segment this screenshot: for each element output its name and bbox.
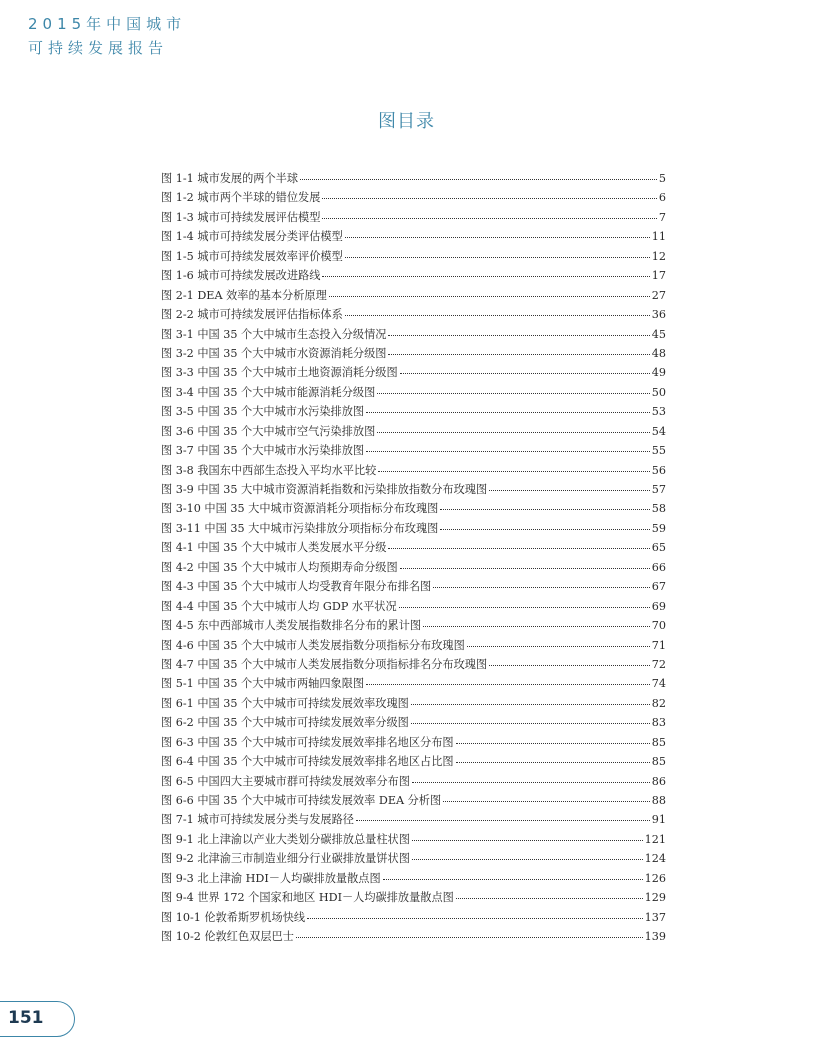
toc-entry-label: 图 4-6 中国 35 个大中城市人类发展指数分项指标分布玫瑰图: [161, 638, 465, 652]
toc-entry-page: 36: [651, 308, 666, 322]
toc-entry[interactable]: [161, 656, 666, 675]
page-number: 151: [8, 1008, 44, 1028]
dot-leader: [366, 411, 650, 413]
toc-entry-label: 图 9-3 北上津渝 HDI－人均碳排放量散点图: [161, 871, 381, 885]
toc-entry[interactable]: [161, 520, 666, 539]
toc-entry-label: 图 4-5 东中西部城市人类发展指数排名分布的累计图: [161, 619, 422, 633]
toc-entry[interactable]: [161, 326, 666, 345]
dot-leader: [411, 722, 650, 724]
dot-leader: [307, 917, 643, 919]
toc-entry[interactable]: [161, 384, 666, 403]
toc-entry-label: 图 3-11 中国 35 大中城市污染排放分项指标分布玫瑰图: [161, 521, 439, 535]
toc-entry-label: 图 3-3 中国 35 个大中城市土地资源消耗分级图: [161, 366, 398, 380]
toc-entry[interactable]: [161, 928, 666, 947]
toc-entry-page: 54: [651, 424, 666, 438]
toc-entry-label: 图 5-1 中国 35 个大中城市两轴四象限图: [161, 677, 365, 691]
figure-list: [161, 170, 666, 948]
dot-leader: [345, 236, 650, 238]
toc-entry-label: 图 2-1 DEA 效率的基本分析原理: [161, 288, 327, 302]
dot-leader: [400, 372, 650, 374]
toc-entry[interactable]: [161, 714, 666, 733]
dot-leader: [440, 528, 649, 530]
toc-entry-label: 图 7-1 城市可持续发展分类与发展路径: [161, 813, 354, 827]
toc-entry-label: 图 4-7 中国 35 个大中城市人类发展指数分项指标排名分布玫瑰图: [161, 657, 488, 671]
dot-leader: [322, 275, 649, 277]
dot-leader: [489, 489, 650, 491]
toc-entry[interactable]: [161, 345, 666, 364]
toc-entry-page: 55: [651, 444, 666, 458]
dot-leader: [399, 606, 650, 608]
toc-entry-label: 图 3-4 中国 35 个大中城市能源消耗分级图: [161, 385, 376, 399]
toc-entry-page: 86: [651, 774, 666, 788]
toc-entry-label: 图 3-9 中国 35 大中城市资源消耗指数和污染排放指数分布玫瑰图: [161, 483, 488, 496]
toc-entry-page: 85: [651, 755, 666, 769]
toc-entry[interactable]: [161, 637, 666, 656]
toc-entry-page: 88: [651, 794, 666, 807]
dot-leader: [423, 625, 650, 627]
toc-entry[interactable]: [161, 248, 666, 267]
toc-entry[interactable]: [161, 850, 666, 869]
dot-leader: [412, 858, 643, 860]
toc-entry[interactable]: [161, 792, 666, 811]
toc-entry[interactable]: [161, 578, 666, 597]
header-line-1: 2015年中国城市: [28, 15, 187, 33]
toc-entry[interactable]: [161, 462, 666, 481]
toc-entry[interactable]: [161, 909, 666, 928]
toc-entry-label: 图 9-4 世界 172 个国家和地区 HDI－人均碳排放量散点图: [161, 891, 454, 905]
toc-entry[interactable]: [161, 695, 666, 714]
toc-entry-page: 49: [651, 366, 666, 380]
dot-leader: [440, 508, 649, 510]
toc-entry[interactable]: [161, 831, 666, 850]
dot-leader: [377, 431, 649, 433]
dot-leader: [456, 761, 650, 763]
dot-leader: [433, 586, 650, 588]
toc-entry-page: 59: [651, 521, 666, 535]
toc-entry-page: 124: [644, 852, 666, 866]
toc-entry-page: 137: [644, 910, 666, 924]
toc-entry[interactable]: [161, 423, 666, 442]
toc-entry-label: 图 9-1 北上津渝以产业大类划分碳排放总量柱状图: [161, 832, 410, 846]
toc-entry-label: 图 6-6 中国 35 个大中城市可持续发展效率 DEA 分析图: [161, 794, 442, 807]
toc-entry[interactable]: [161, 559, 666, 578]
dot-leader: [377, 392, 649, 394]
toc-entry-label: 图 9-2 北津渝三市制造业细分行业碳排放量饼状图: [161, 852, 410, 866]
toc-entry-page: 57: [651, 483, 666, 496]
dot-leader: [443, 800, 650, 802]
dot-leader: [456, 897, 643, 899]
report-header: [28, 12, 186, 60]
dot-leader: [378, 470, 649, 472]
dot-leader: [388, 334, 649, 336]
toc-entry-label: 图 3-1 中国 35 个大中城市生态投入分级情况: [161, 327, 387, 341]
toc-entry[interactable]: [161, 889, 666, 908]
dot-leader: [296, 936, 643, 938]
dot-leader: [300, 178, 657, 180]
toc-entry-page: 70: [651, 619, 666, 633]
toc-entry-page: 69: [651, 599, 666, 613]
dot-leader: [345, 256, 650, 258]
toc-entry[interactable]: [161, 442, 666, 461]
dot-leader: [366, 683, 650, 685]
dot-leader: [400, 567, 650, 569]
toc-entry-page: 11: [651, 230, 666, 244]
dot-leader: [467, 645, 650, 647]
toc-entry-page: 74: [651, 677, 666, 691]
toc-entry-label: 图 1-1 城市发展的两个半球: [161, 172, 299, 185]
toc-entry-label: 图 1-6 城市可持续发展改进路线: [161, 269, 321, 283]
toc-entry-label: 图 3-10 中国 35 大中城市资源消耗分项指标分布玫瑰图: [161, 502, 439, 516]
toc-entry-page: 66: [651, 560, 666, 574]
toc-entry-page: 27: [651, 288, 666, 302]
dot-leader: [322, 217, 656, 219]
dot-leader: [383, 878, 643, 880]
dot-leader: [489, 664, 650, 666]
toc-entry[interactable]: [161, 364, 666, 383]
toc-entry-page: 53: [651, 405, 666, 419]
toc-entry-page: 50: [651, 385, 666, 399]
toc-entry-label: 图 10-1 伦敦希斯罗机场快线: [161, 910, 306, 924]
toc-entry-label: 图 6-2 中国 35 个大中城市可持续发展效率分级图: [161, 716, 409, 730]
dot-leader: [456, 742, 650, 744]
toc-entry-page: 56: [651, 463, 666, 477]
toc-entry[interactable]: [161, 675, 666, 694]
toc-entry-label: 图 2-2 城市可持续发展评估指标体系: [161, 308, 343, 322]
toc-entry-page: 139: [644, 930, 666, 944]
toc-entry[interactable]: [161, 481, 666, 500]
dot-leader: [412, 839, 643, 841]
toc-entry-label: 图 4-3 中国 35 个大中城市人均受教育年限分布排名图: [161, 580, 432, 594]
toc-entry-label: 图 1-2 城市两个半球的错位发展: [161, 191, 321, 205]
toc-entry-label: 图 6-3 中国 35 个大中城市可持续发展效率排名地区分布图: [161, 735, 454, 749]
toc-entry[interactable]: [161, 617, 666, 636]
toc-entry[interactable]: [161, 170, 666, 189]
toc-entry[interactable]: [161, 734, 666, 753]
toc-entry-page: 65: [651, 541, 666, 555]
dot-leader: [345, 314, 650, 316]
toc-entry[interactable]: [161, 287, 666, 306]
toc-entry-page: 7: [658, 210, 666, 224]
toc-entry[interactable]: [161, 773, 666, 792]
toc-entry-page: 45: [651, 327, 666, 341]
toc-entry-page: 72: [651, 657, 666, 671]
toc-entry-label: 图 3-8 我国东中西部生态投入平均水平比较: [161, 463, 377, 477]
dot-leader: [412, 781, 650, 783]
toc-entry-label: 图 4-2 中国 35 个大中城市人均预期寿命分级图: [161, 560, 398, 574]
toc-entry-label: 图 6-5 中国四大主要城市群可持续发展效率分布图: [161, 774, 410, 788]
toc-entry-page: 85: [651, 735, 666, 749]
toc-entry-label: 图 1-5 城市可持续发展效率评价模型: [161, 249, 343, 263]
toc-entry-page: 58: [651, 502, 666, 516]
toc-entry[interactable]: [161, 267, 666, 286]
toc-entry[interactable]: [161, 228, 666, 247]
dot-leader: [329, 295, 650, 297]
toc-entry-label: 图 4-1 中国 35 个大中城市人类发展水平分级: [161, 541, 387, 555]
toc-entry-page: 91: [651, 813, 666, 827]
dot-leader: [366, 450, 650, 452]
dot-leader: [322, 197, 656, 199]
dot-leader: [388, 353, 649, 355]
toc-entry[interactable]: [161, 598, 666, 617]
toc-entry-page: 5: [658, 172, 666, 185]
toc-entry-label: 图 6-1 中国 35 个大中城市可持续发展效率玫瑰图: [161, 696, 409, 710]
toc-entry-label: 图 10-2 伦敦红色双层巴士: [161, 930, 294, 944]
toc-entry-label: 图 3-2 中国 35 个大中城市水资源消耗分级图: [161, 346, 387, 360]
dot-leader: [388, 547, 649, 549]
toc-entry-label: 图 1-3 城市可持续发展评估模型: [161, 210, 321, 224]
toc-entry-page: 83: [651, 716, 666, 730]
toc-entry[interactable]: [161, 306, 666, 325]
toc-entry-label: 图 3-5 中国 35 个大中城市水污染排放图: [161, 405, 365, 419]
toc-entry[interactable]: [161, 500, 666, 519]
toc-entry-label: 图 3-7 中国 35 个大中城市水污染排放图: [161, 444, 365, 458]
dot-leader: [411, 703, 650, 705]
page-title: 图目录: [378, 111, 435, 132]
toc-entry-page: 48: [651, 346, 666, 360]
toc-entry[interactable]: [161, 209, 666, 228]
dot-leader: [356, 819, 650, 821]
toc-entry[interactable]: [161, 811, 666, 830]
toc-entry[interactable]: [161, 189, 666, 208]
header-line-2: 可持续发展报告: [28, 39, 169, 57]
toc-entry[interactable]: [161, 870, 666, 889]
toc-entry-page: 126: [644, 871, 666, 885]
toc-entry-page: 6: [658, 191, 666, 205]
toc-entry-label: 图 3-6 中国 35 个大中城市空气污染排放图: [161, 424, 376, 438]
toc-entry-label: 图 6-4 中国 35 个大中城市可持续发展效率排名地区占比图: [161, 755, 454, 769]
toc-entry[interactable]: [161, 403, 666, 422]
toc-entry-page: 71: [651, 638, 666, 652]
toc-entry-label: 图 1-4 城市可持续发展分类评估模型: [161, 230, 343, 244]
toc-entry-page: 129: [644, 891, 666, 905]
toc-entry-page: 12: [651, 249, 666, 263]
toc-entry-page: 17: [651, 269, 666, 283]
toc-entry-page: 82: [651, 696, 666, 710]
toc-entry[interactable]: [161, 539, 666, 558]
toc-entry-label: 图 4-4 中国 35 个大中城市人均 GDP 水平状况: [161, 599, 397, 613]
toc-entry-page: 67: [651, 580, 666, 594]
toc-entry[interactable]: [161, 753, 666, 772]
toc-entry-page: 121: [644, 832, 666, 846]
